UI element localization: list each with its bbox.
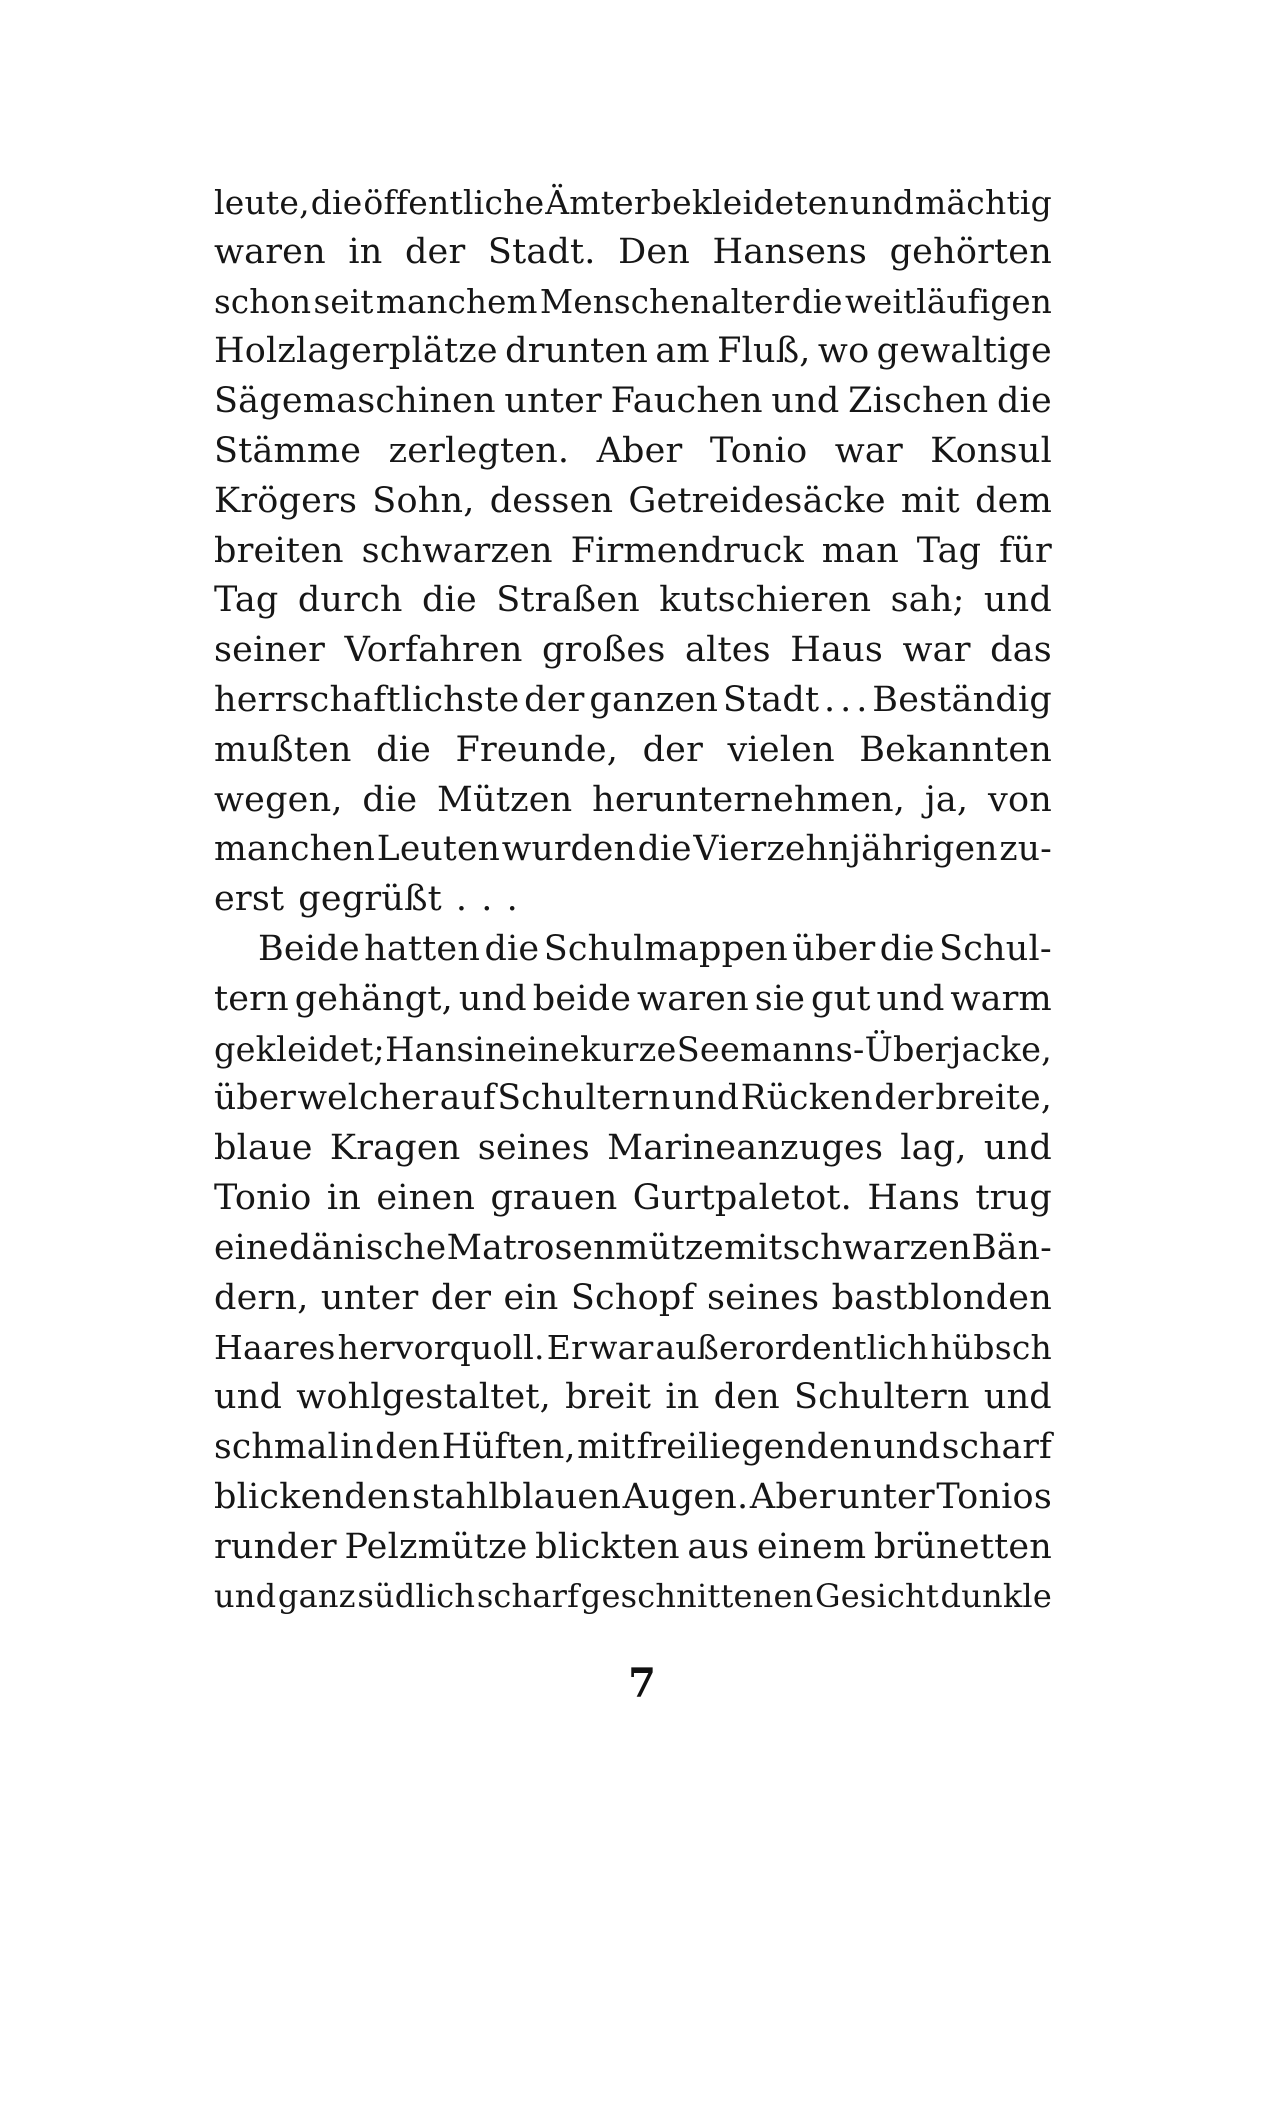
word: hatten xyxy=(364,928,481,969)
word: in xyxy=(665,1377,700,1418)
word: Fluß, xyxy=(717,331,811,372)
word: geschnittenen xyxy=(580,1577,814,1616)
word: dessen xyxy=(489,480,614,521)
word: Hans xyxy=(867,1177,961,1218)
word: Haus xyxy=(790,630,883,671)
word: Rücken xyxy=(740,1078,873,1119)
word: mußten xyxy=(214,729,352,770)
text-line xyxy=(214,1373,1052,1423)
word: . xyxy=(455,879,468,920)
word: leute, xyxy=(214,183,310,222)
word: dänische xyxy=(289,1227,447,1268)
word: dem xyxy=(975,480,1052,521)
word: am xyxy=(655,331,710,372)
word: Schultern xyxy=(497,1078,671,1119)
text-line xyxy=(214,1074,1052,1124)
word: einen xyxy=(376,1177,476,1218)
word: Kragen xyxy=(329,1128,461,1169)
word: Schul- xyxy=(939,928,1052,969)
word: über xyxy=(214,1078,297,1119)
word: Leuten xyxy=(376,829,501,870)
word: schwarzen xyxy=(361,530,553,571)
word: sie xyxy=(754,978,806,1019)
word: der xyxy=(404,231,466,272)
word: Bän- xyxy=(971,1227,1052,1268)
word: sah; xyxy=(890,580,965,621)
word: altes xyxy=(685,630,771,671)
word: bastblonden xyxy=(831,1277,1052,1318)
word: Straßen xyxy=(496,580,640,621)
text-line xyxy=(214,427,1052,477)
word: ganzen xyxy=(589,679,719,720)
word: stahlblauen xyxy=(412,1476,622,1517)
word: Gurtpaletot. xyxy=(632,1177,852,1218)
word: erst xyxy=(214,879,285,920)
word: Stämme xyxy=(214,430,362,471)
word: weitläufigen xyxy=(844,282,1052,321)
word: Tag xyxy=(916,530,982,571)
word: beide xyxy=(532,978,632,1019)
word: die xyxy=(879,928,935,969)
word: Vorfahren xyxy=(344,630,523,671)
word: der xyxy=(430,1277,492,1318)
word: hervorquoll. xyxy=(337,1328,545,1368)
text-line xyxy=(214,1124,1052,1174)
word: Aber xyxy=(749,1476,836,1517)
word: ganz xyxy=(277,1577,356,1616)
text-line xyxy=(214,776,1052,826)
word: . xyxy=(856,679,868,720)
word: gekleidet; xyxy=(214,1029,385,1069)
word: war xyxy=(834,430,903,471)
word: gut xyxy=(811,978,871,1019)
word: eine xyxy=(507,1029,580,1069)
word: seines xyxy=(706,1277,820,1318)
word: . xyxy=(481,879,493,920)
word: schmal xyxy=(214,1426,339,1467)
word: Stadt. xyxy=(487,231,596,272)
word: die xyxy=(637,829,692,870)
word: Gesicht xyxy=(814,1577,939,1616)
word: und xyxy=(849,183,915,222)
text-line xyxy=(214,1224,1052,1274)
word: und xyxy=(458,978,527,1019)
word: Freunde, xyxy=(455,729,619,770)
word: und xyxy=(214,1377,283,1418)
word: aus xyxy=(687,1526,750,1567)
word: Den xyxy=(618,231,691,272)
page-number: 7 xyxy=(628,1660,656,1707)
word: Tag xyxy=(214,580,279,621)
word: seit xyxy=(313,282,374,321)
word: waren xyxy=(214,231,326,272)
word: herunternehmen, xyxy=(592,779,906,820)
word: in xyxy=(474,1029,507,1069)
word: Tonios xyxy=(936,1476,1052,1517)
word: die xyxy=(791,282,843,321)
word: scharf xyxy=(476,1577,580,1616)
word: die xyxy=(376,729,432,770)
text-line xyxy=(214,278,1052,328)
text-line xyxy=(214,327,1052,377)
word: freiliegenden xyxy=(636,1426,872,1467)
word: außerordentlich xyxy=(655,1328,929,1368)
word: der xyxy=(642,729,704,770)
word: Haares xyxy=(214,1328,336,1368)
word: scharf xyxy=(941,1426,1052,1467)
word: Mützen xyxy=(437,779,573,820)
text-line xyxy=(214,1174,1052,1224)
word: breit xyxy=(565,1377,652,1418)
word: Ämter xyxy=(545,183,650,222)
word: kurze xyxy=(580,1029,677,1069)
word: seiner xyxy=(214,630,326,671)
word: zerlegten. xyxy=(388,430,570,471)
word: die xyxy=(421,580,477,621)
word: die xyxy=(484,928,540,969)
text-line xyxy=(214,1025,1052,1075)
word: Holzlagerplätze xyxy=(214,331,498,372)
word: manchem xyxy=(375,282,538,321)
text-line xyxy=(214,676,1052,726)
text-line xyxy=(214,925,1052,975)
word: Beständig xyxy=(872,679,1052,720)
word: Matrosenmütze xyxy=(446,1227,724,1268)
text-line xyxy=(214,626,1052,676)
text-line xyxy=(214,228,1052,278)
word: von xyxy=(988,779,1052,820)
word: schwarzen xyxy=(782,1227,972,1268)
word: Marineanzuges xyxy=(607,1128,884,1169)
word: südlich xyxy=(357,1577,476,1616)
word: unter xyxy=(320,1277,419,1318)
word: blickten xyxy=(535,1526,680,1567)
word: und xyxy=(771,381,840,422)
word: in xyxy=(348,231,383,272)
body-text xyxy=(214,178,1052,1622)
word: die xyxy=(310,183,363,222)
word: in xyxy=(326,1177,362,1218)
word: . xyxy=(840,679,852,720)
word: wegen, xyxy=(214,779,343,820)
word: Schultern xyxy=(793,1377,970,1418)
word: gehörten xyxy=(889,231,1052,272)
word: war xyxy=(902,630,971,671)
word: Getreidesäcke xyxy=(628,480,886,521)
word: zu- xyxy=(999,829,1052,870)
word: Schopf xyxy=(570,1277,695,1318)
word: man xyxy=(821,530,899,571)
word: . xyxy=(824,679,836,720)
word: über xyxy=(792,928,876,969)
word: breiten xyxy=(214,530,344,571)
word: blaue xyxy=(214,1128,313,1169)
word: mit xyxy=(724,1227,783,1268)
word: blickenden xyxy=(214,1476,411,1517)
word: herrschaftlichste xyxy=(214,679,520,720)
word: und xyxy=(876,978,945,1019)
word: Vierzehnjährigen xyxy=(693,829,998,870)
word: vielen xyxy=(727,729,835,770)
word: Tonio xyxy=(709,430,808,471)
word: Pelzmütze xyxy=(344,1526,528,1567)
text-line xyxy=(214,1473,1052,1523)
word: hübsch xyxy=(930,1328,1052,1368)
word: Hans xyxy=(385,1029,474,1069)
word: Tonio xyxy=(214,1177,312,1218)
word: gewaltige xyxy=(876,331,1052,372)
word: Stadt xyxy=(722,679,820,720)
word: mit xyxy=(900,480,960,521)
word: Augen. xyxy=(622,1476,749,1517)
word: und xyxy=(983,1128,1052,1169)
word: Hansens xyxy=(712,231,868,272)
word: die xyxy=(997,381,1052,422)
word: Sägemaschinen xyxy=(214,381,496,422)
text-line xyxy=(214,875,1052,925)
word: Sohn, xyxy=(372,480,475,521)
word: gehängt, xyxy=(294,978,453,1019)
word: Konsul xyxy=(930,430,1052,471)
word: manchen xyxy=(214,829,376,870)
word: trug xyxy=(975,1177,1052,1218)
word: die xyxy=(362,779,418,820)
text-line xyxy=(214,825,1052,875)
text-line xyxy=(214,1423,1052,1473)
word: unter xyxy=(837,1476,935,1517)
word: ein xyxy=(503,1277,559,1318)
text-line xyxy=(214,377,1052,427)
word: für xyxy=(999,530,1052,571)
text-line xyxy=(214,726,1052,776)
text-line xyxy=(214,527,1052,577)
word: den xyxy=(375,1426,441,1467)
word: Bekannten xyxy=(859,729,1052,770)
word: brünetten xyxy=(873,1526,1052,1567)
word: dern, xyxy=(214,1277,309,1318)
word: wo xyxy=(817,331,870,372)
word: auf xyxy=(439,1078,496,1119)
word: das xyxy=(990,630,1052,671)
word: lag, xyxy=(900,1128,967,1169)
word: dunkle xyxy=(940,1577,1052,1616)
word: kutschieren xyxy=(659,580,872,621)
word: warm xyxy=(950,978,1052,1019)
word: . xyxy=(506,879,518,920)
word: und xyxy=(214,1577,277,1616)
word: mit xyxy=(577,1426,636,1467)
word: und xyxy=(672,1078,740,1119)
word: großes xyxy=(542,630,666,671)
word: wurden xyxy=(501,829,636,870)
word: breite, xyxy=(935,1078,1052,1119)
text-line xyxy=(214,576,1052,626)
word: drunten xyxy=(505,331,649,372)
text-line xyxy=(214,1572,1052,1622)
word: gegrüßt xyxy=(298,879,442,920)
word: einem xyxy=(756,1526,867,1567)
word: Menschenalter xyxy=(539,282,790,321)
word: der xyxy=(874,1078,934,1119)
word: Krögers xyxy=(214,480,358,521)
word: Beide xyxy=(258,928,360,969)
word: seines xyxy=(477,1128,590,1169)
text-line xyxy=(214,1323,1052,1373)
word: wohlgestaltet, xyxy=(296,1377,551,1418)
word: Zischen xyxy=(848,381,989,422)
word: unter xyxy=(504,381,602,422)
text-line xyxy=(214,477,1052,527)
word: in xyxy=(340,1426,374,1467)
word: welcher xyxy=(297,1078,439,1119)
word: und xyxy=(983,580,1052,621)
word: Firmendruck xyxy=(570,530,804,571)
word: Er xyxy=(546,1328,588,1368)
word: waren xyxy=(637,978,749,1019)
word: Hüften, xyxy=(441,1426,576,1467)
word: Seemanns-Überjacke, xyxy=(676,1029,1052,1069)
word: tern xyxy=(214,978,289,1019)
word: durch xyxy=(297,580,403,621)
word: mächtig xyxy=(914,183,1052,222)
word: Aber xyxy=(596,430,683,471)
text-line xyxy=(214,1523,1052,1573)
word: und xyxy=(983,1377,1052,1418)
word: und xyxy=(873,1426,941,1467)
word: der xyxy=(524,679,585,720)
text-line xyxy=(214,975,1052,1025)
word: eine xyxy=(214,1227,289,1268)
word: runder xyxy=(214,1526,337,1567)
word: grauen xyxy=(490,1177,618,1218)
word: Schulmappen xyxy=(543,928,788,969)
word: den xyxy=(713,1377,780,1418)
word: ja, xyxy=(924,779,969,820)
text-line xyxy=(214,178,1052,228)
text-line xyxy=(214,1274,1052,1324)
word: schon xyxy=(214,282,312,321)
word: war xyxy=(589,1328,654,1368)
word: Fauchen xyxy=(610,381,763,422)
word: bekleideten xyxy=(650,183,849,222)
word: öffentliche xyxy=(363,183,545,222)
